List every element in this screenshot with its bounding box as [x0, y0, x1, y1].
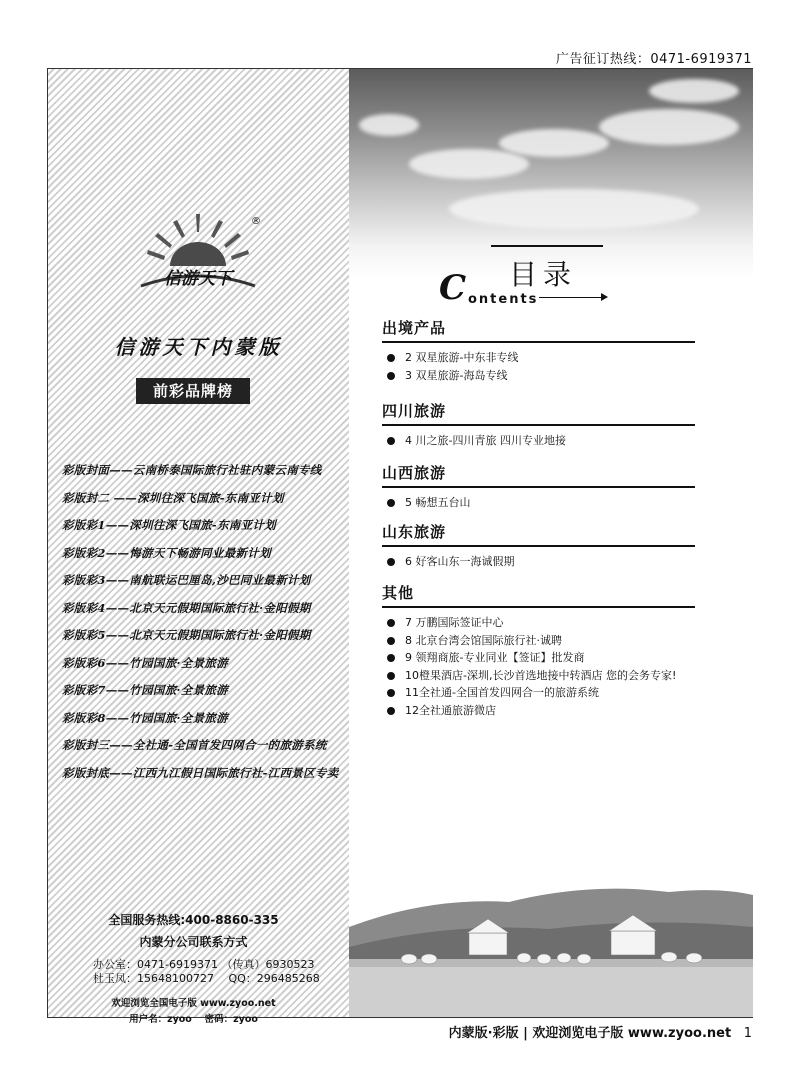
ad-list-item: 彩版封二 ——深圳往深飞国旅-东南亚计划 [62, 490, 284, 505]
toc-item[interactable]: 4 川之旅-四川青旅 四川专业地接 [382, 432, 695, 450]
bullet-icon [387, 558, 395, 566]
category-outbound [382, 317, 695, 384]
bullet-icon [387, 499, 395, 507]
toc-item[interactable]: 8 北京台湾会馆国际旅行社·诚聘 [382, 632, 695, 650]
toc-item[interactable]: 11全社通-全国首发四网合一的旅游系统 [382, 684, 695, 702]
page-number: 1 [743, 1026, 752, 1041]
ad-list-item: 彩版彩6——竹园国旅·全景旅游 [62, 655, 229, 670]
category-title: 四川旅游 [382, 400, 695, 426]
category-other [382, 582, 695, 719]
ad-list-item: 彩版封底——江西九江假日国际旅行社-江西景区专卖 [62, 765, 339, 780]
toc-item[interactable]: 5 畅想五台山 [382, 494, 695, 512]
page-frame [47, 68, 753, 1025]
toc-item[interactable]: 2 双星旅游-中东非专线 [382, 349, 695, 367]
cloud [359, 114, 419, 136]
account-info: 用户名：zyoo 密码：zyoo [129, 1014, 258, 1025]
toc-arrow-line [539, 297, 605, 298]
footer-text: 内蒙版·彩版 | 欢迎浏览电子版 www.zyoo.net [448, 1026, 732, 1041]
ad-list-item: 彩版彩7——竹园国旅·全景旅游 [62, 683, 229, 697]
page-footer [449, 1022, 752, 1041]
logo-sun-icon [133, 174, 263, 304]
grassland-image [349, 867, 753, 1017]
ad-list-item: 彩版封三——全社通-全国首发四网合一的旅游系统 [62, 738, 327, 752]
registered-mark: ® [251, 216, 261, 227]
ad-list [62, 462, 352, 792]
cloud [449, 189, 699, 229]
cloud [649, 79, 739, 103]
toc-item[interactable]: 6 好客山东一海诚假期 [382, 553, 695, 571]
toc-item[interactable]: 12全社通旅游微店 [382, 702, 695, 720]
ad-list-item: 彩版封面——云南桥泰国际旅行社驻内蒙云南专线 [62, 463, 322, 477]
bullet-icon [387, 654, 395, 662]
toc-contents-word: ontents [468, 292, 539, 307]
category-title: 出境产品 [382, 317, 695, 343]
toc-c-letter: C [439, 268, 467, 308]
cloud [599, 109, 739, 145]
toc-top-rule [491, 245, 603, 247]
ad-list-item: 彩版彩5——北京天元假期国际旅行社·金阳假期 [62, 628, 311, 642]
toc-item[interactable]: 3 双星旅游-海岛专线 [382, 367, 695, 385]
logo-text: 信游天下 [164, 269, 232, 289]
bullet-icon [387, 637, 395, 645]
branch-title: 内蒙分公司联系方式 [139, 935, 248, 949]
bullet-icon [387, 437, 395, 445]
toc-item[interactable]: 9 领翔商旅-专业同业【签证】批发商 [382, 649, 695, 667]
contact-person: 杜玉凤：15648100727 QQ：296485268 [93, 972, 320, 985]
section-badge: 前彩品牌榜 [136, 378, 250, 404]
category-shandong [382, 521, 695, 571]
bullet-icon [387, 372, 395, 380]
toc-title: 目录 [509, 258, 578, 291]
bullet-icon [387, 707, 395, 715]
office-phone: 办公室：0471-6919371 （传真）6930523 [93, 958, 315, 971]
ad-list-item: 彩版彩8——竹园国旅·全景旅游 [62, 710, 229, 725]
bullet-icon [387, 619, 395, 627]
toc-item[interactable]: 10橙果酒店-深圳,长沙首选地接中转酒店 您的会务专家! [382, 667, 695, 685]
category-title: 其他 [382, 582, 695, 608]
ad-list-item: 彩版彩2——悔游天下畅游同业最新计划 [62, 545, 271, 560]
website-link[interactable]: 欢迎浏览全国电子版 www.zyoo.net [111, 998, 276, 1009]
bullet-icon [387, 689, 395, 697]
ad-list-item: 彩版彩4——北京天元假期国际旅行社·金阳假期 [62, 600, 311, 615]
arrow-right-icon [601, 293, 608, 301]
category-shanxi [382, 462, 695, 512]
toc-item[interactable]: 7 万鹏国际签证中心 [382, 614, 695, 632]
category-title: 山东旅游 [382, 521, 695, 547]
cloud [499, 129, 609, 157]
national-hotline: 全国服务热线:400-8860-335 [108, 913, 279, 927]
category-title: 山西旅游 [382, 462, 695, 488]
ad-hotline: 广告征订热线：0471-6919371 [555, 52, 752, 67]
left-panel [48, 69, 349, 1025]
bullet-icon [387, 354, 395, 362]
toc-heading [439, 241, 609, 311]
cloud [409, 149, 529, 179]
contact-block [48, 911, 349, 1025]
right-panel [349, 69, 753, 1017]
ad-list-item: 彩版彩1——深圳往深飞国旅-东南亚计划 [62, 518, 276, 532]
edition-title: 信游天下内蒙版 [114, 335, 283, 359]
category-sichuan [382, 400, 695, 450]
ad-list-item: 彩版彩3——南航联运巴厘岛,沙巴同业最新计划 [62, 573, 311, 587]
bullet-icon [387, 672, 395, 680]
